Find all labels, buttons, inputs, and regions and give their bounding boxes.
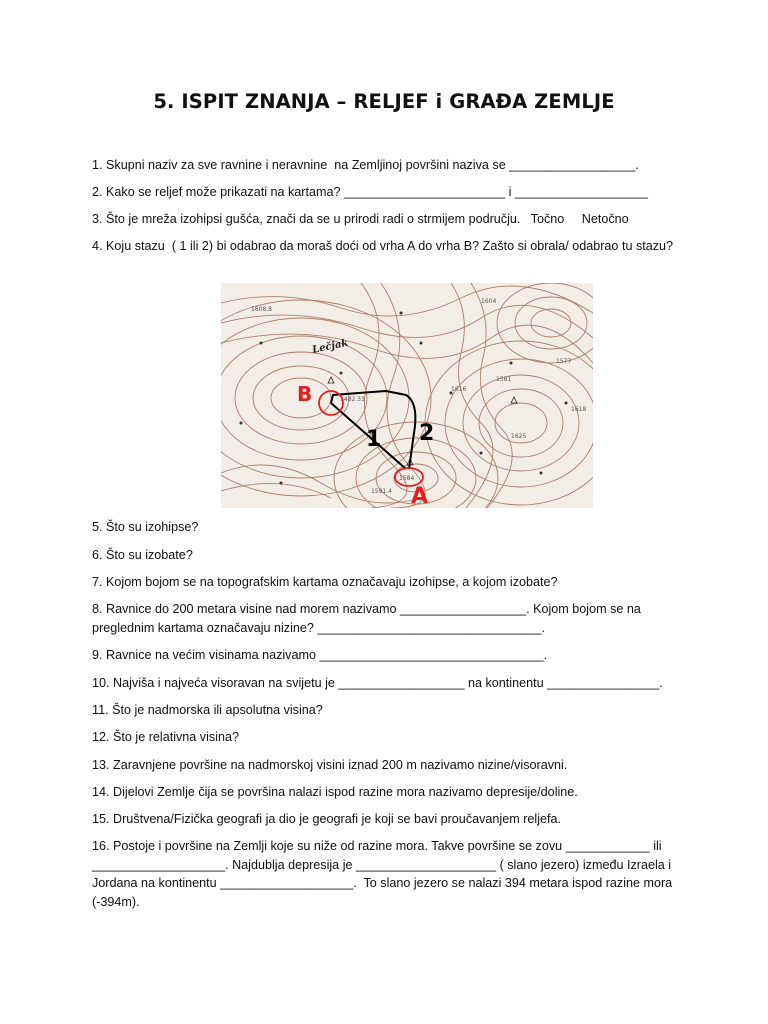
question-4: 4. Koju stazu ( 1 ili 2) bi odabrao da moraš doći od vrha A do vrha B? Zašto si obrala/ odabrao tu stazu? [92, 239, 674, 253]
question-11: 11. Što je nadmorska ili apsolutna visina? [92, 703, 323, 717]
question-3: 3. Što je mreža izohipsi gušća, znači da se u prirodi radi o strmijem području. Točno Netočno [92, 212, 629, 226]
elevation-label-b: 1482.33 [340, 396, 365, 403]
question-13: 13. Zaravnjene površine na nadmorskoj visini iznad 200 m nazivamo nizine/visoravni. [92, 758, 568, 772]
question-7: 7. Kojom bojom se na topografskim kartama označavaju izohipse, a kojom izobate? [92, 575, 558, 589]
question-16: 16. Postoje i površine na Zemlji koje su niže od razine mora. Takve površine se zovu ____________ ili ___________________. Najdublja depresija je ____________________ ( slano jezero) između Izraela i Jordana na kontinentu ___________________. To slano jezero se nalazi 394 metara ispod razine mora (-394m). [92, 839, 676, 909]
elevation-label: 1591.4 [371, 488, 392, 495]
elevation-label: 1604 [481, 298, 497, 305]
question-6: 6. Što su izobate? [92, 548, 193, 562]
question-15: 15. Društvena/Fizička geografi ja dio je geografi je koji se bavi proučavanjem reljefa. [92, 812, 562, 826]
point-b-label: B [297, 382, 313, 406]
question-2: 2. Kako se reljef može prikazati na kartama? _______________________ i ___________________ [92, 185, 648, 199]
question-10: 10. Najviša i najveća visoravan na svijetu je __________________ na kontinentu ________________. [92, 676, 663, 690]
place-label: Lečjak [311, 337, 350, 356]
page-title: 5. ISPIT ZNANJA – RELJEF i GRAĐA ZEMLJE [153, 90, 615, 113]
topographic-map [221, 283, 593, 508]
elevation-label: 1618 [571, 406, 587, 413]
path-1-label: 1 [366, 427, 382, 452]
question-1: 1. Skupni naziv za sve ravnine i neravnine na Zemljinoj površini naziva se __________________. [92, 158, 639, 172]
elevation-label: 1581 [496, 376, 512, 383]
elevation-label: 1616 [451, 386, 467, 393]
path-2-label: 2 [419, 421, 435, 446]
point-a-label: A [411, 484, 429, 508]
elevation-label-a: 1584 [399, 475, 415, 482]
question-8: 8. Ravnice do 200 metara visine nad morem nazivamo __________________. Kojom bojom se na preglednim kartama označavaju nizine? ________________________________. [92, 602, 645, 635]
elevation-label: 1625 [511, 433, 527, 440]
elevation-label: 1577 [556, 358, 572, 365]
question-5: 5. Što su izohipse? [92, 520, 199, 534]
elevation-label: 1608.8 [251, 306, 272, 313]
question-9: 9. Ravnice na većim visinama nazivamo ________________________________. [92, 648, 548, 662]
question-12: 12. Što je relativna visina? [92, 730, 240, 744]
question-14: 14. Dijelovi Zemlje čija se površina nalazi ispod razine mora nazivamo depresije/doline. [92, 785, 578, 799]
